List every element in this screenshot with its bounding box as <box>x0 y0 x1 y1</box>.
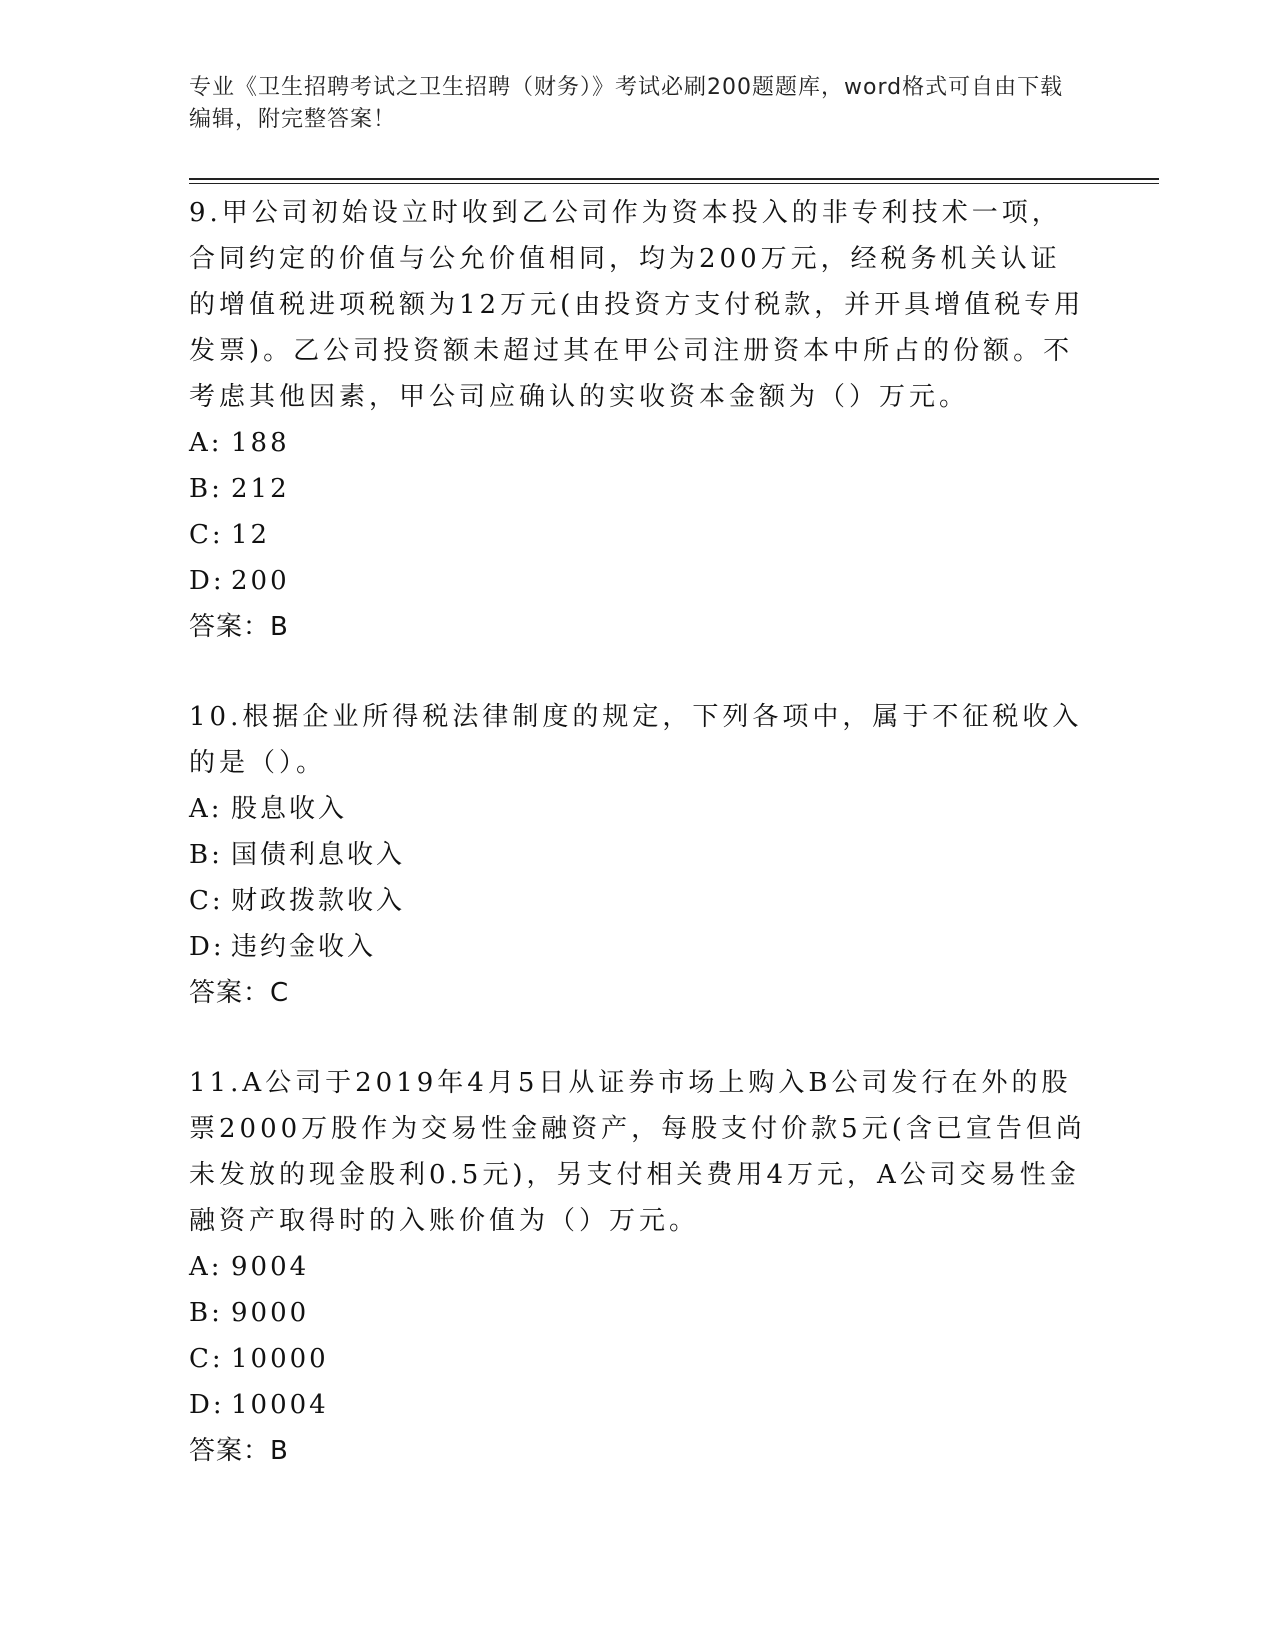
header-divider-thin <box>189 183 1159 184</box>
option-letter: C: <box>189 520 224 550</box>
option-value: 188 <box>231 428 290 458</box>
option-value: 200 <box>231 566 290 596</box>
document-header: 专业《卫生招聘考试之卫生招聘（财务）》考试必刷200题题库，word格式可自由下载编辑，附完整答案！ <box>189 75 1064 132</box>
option-letter: D: <box>189 1390 225 1420</box>
option-c <box>189 878 1089 924</box>
question-10 <box>189 694 1089 1016</box>
question-text: 11.A公司于2019年4月5日从证券市场上购入B公司发行在外的股票2000万股作为交易性金融资产，每股支付价款5元(含已宣告但尚未发放的现金股利0.5元)，另支付相关费用4万元，A公司交易性金融资产取得时的入账价值为（）万元。 <box>189 1068 1086 1236</box>
option-a <box>189 1244 1089 1290</box>
option-value: 12 <box>231 520 271 550</box>
option-b <box>189 1290 1089 1336</box>
answer-line: 答案：B <box>189 612 289 642</box>
option-b <box>189 466 1089 512</box>
option-value: 国债利息收入 <box>231 840 406 870</box>
option-value: 9000 <box>231 1298 310 1328</box>
option-d <box>189 924 1089 970</box>
option-value: 9004 <box>231 1252 310 1282</box>
option-letter: C: <box>189 1344 224 1374</box>
option-d <box>189 1382 1089 1428</box>
option-letter: D: <box>189 932 225 962</box>
option-c <box>189 512 1089 558</box>
option-letter: A: <box>189 428 223 458</box>
option-value: 财政拨款收入 <box>231 886 406 916</box>
question-11 <box>189 1060 1089 1474</box>
option-d <box>189 558 1089 604</box>
option-letter: B: <box>189 840 223 870</box>
option-letter: B: <box>189 1298 223 1328</box>
option-letter: A: <box>189 1252 223 1282</box>
option-letter: B: <box>189 474 223 504</box>
question-spacer <box>189 650 1089 694</box>
answer-line: 答案：C <box>189 978 290 1008</box>
option-letter: D: <box>189 566 225 596</box>
header-divider-thick <box>189 178 1159 180</box>
option-value: 212 <box>231 474 290 504</box>
option-value: 违约金收入 <box>231 932 377 962</box>
option-letter: C: <box>189 886 224 916</box>
question-text: 9.甲公司初始设立时收到乙公司作为资本投入的非专利技术一项，合同约定的价值与公允价值相同，均为200万元，经税务机关认证的增值税进项税额为12万元(由投资方支付税款，并开具增值税专用发票)。乙公司投资额未超过其在甲公司注册资本中所占的份额。不考虑其他因素，甲公司应确认的实收资本金额为（）万元。 <box>189 198 1085 412</box>
option-b <box>189 832 1089 878</box>
question-spacer <box>189 1016 1089 1060</box>
option-c <box>189 1336 1089 1382</box>
question-9 <box>189 190 1089 650</box>
option-value: 股息收入 <box>231 794 348 824</box>
answer-line: 答案：B <box>189 1436 289 1466</box>
question-text: 10.根据企业所得税法律制度的规定，下列各项中，属于不征税收入的是（）。 <box>189 702 1083 778</box>
option-letter: A: <box>189 794 223 824</box>
option-a <box>189 786 1089 832</box>
option-value: 10004 <box>231 1390 329 1420</box>
question-list <box>189 190 1089 1474</box>
option-value: 10000 <box>231 1344 329 1374</box>
option-a <box>189 420 1089 466</box>
